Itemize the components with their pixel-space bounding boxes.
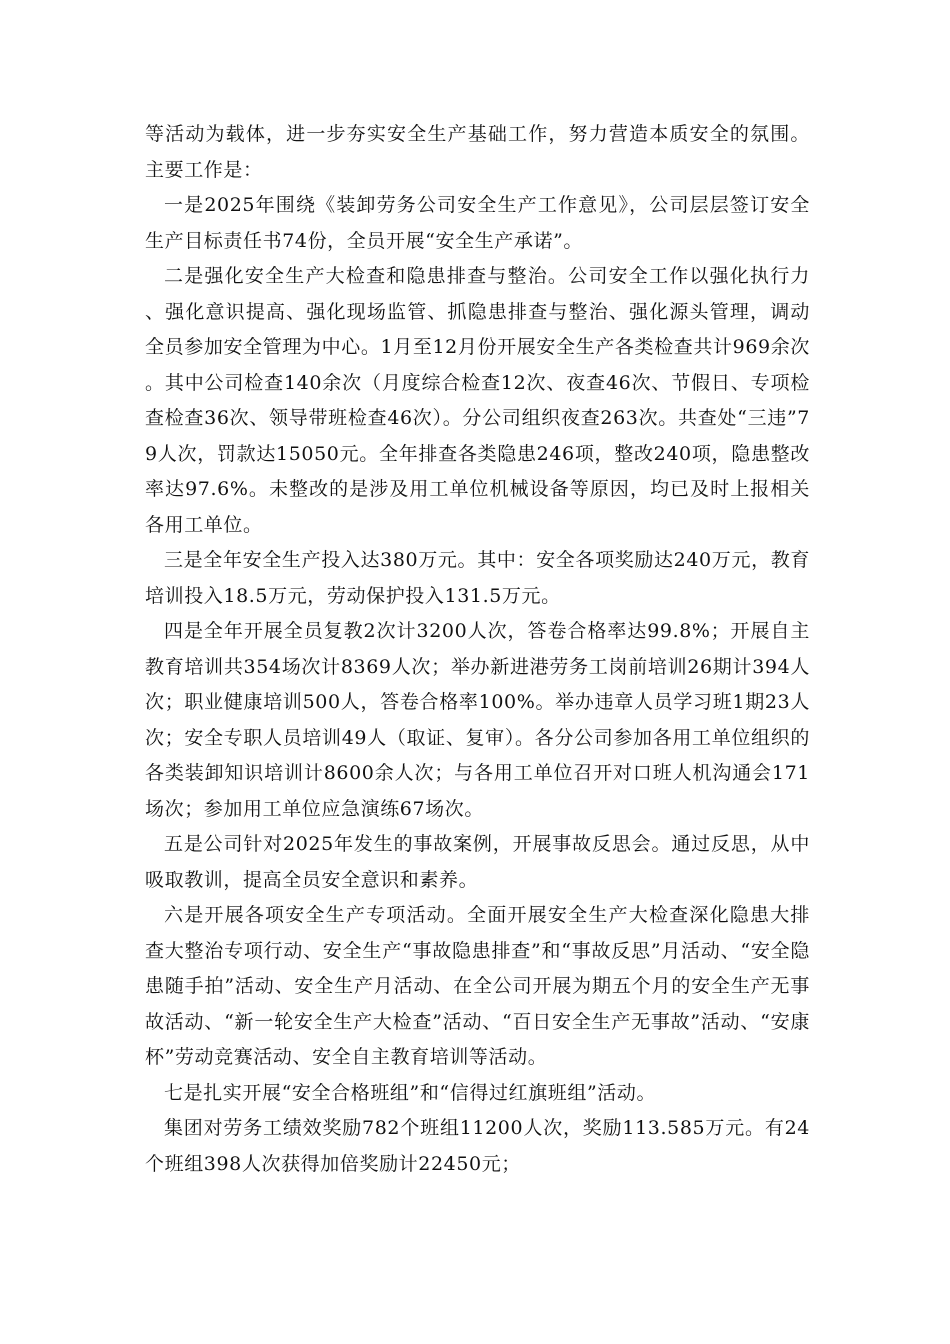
paragraph-item-6: 六是开展各项安全生产专项活动。全面开展安全生产大检查深化隐患大排查大整治专项行动、安全生产“事故隐患排查”和“事故反思”月活动、“安全隐患随手拍”活动、安全生产月活动、在全公司开展为期五个月的安全生产无事故活动、“新一轮安全生产大检查”活动、“百日安全生产无事故”活动、“安康杯”劳动竞赛活动、安全自主教育培训等活动。 (145, 904, 810, 1068)
paragraph-item-1: 一是2025年围绕《装卸劳务公司安全生产工作意见》，公司层层签订安全生产目标责任书74份，全员开展“安全生产承诺”。 (145, 194, 810, 252)
paragraph-group-rewards: 集团对劳务工绩效奖励782个班组11200人次，奖励113.585万元。有24个班组398人次获得加倍奖励计22450元； (145, 1117, 810, 1175)
paragraph-item-7: 七是扎实开展“安全合格班组”和“信得过红旗班组”活动。 (164, 1081, 657, 1104)
document-body (145, 117, 810, 1182)
paragraph-item-4: 四是全年开展全员复教2次计3200人次，答卷合格率达99.8%；开展自主教育培训共354场次计8369人次；举办新进港劳务工岗前培训26期计394人次；职业健康培训500人，答卷合格率100%。举办违章人员学习班1期23人次；安全专职人员培训49人（取证、复审）。各分公司参加各用工单位组织的各类装卸知识培训计8600余人次；与各用工单位召开对口班人机沟通会171场次；参加用工单位应急演练67场次。 (145, 620, 810, 820)
paragraph-item-2: 二是强化安全生产大检查和隐患排查与整治。公司安全工作以强化执行力、强化意识提高、强化现场监管、抓隐患排查与整治、强化源头管理，调动全员参加安全管理为中心。1月至12月份开展安全生产各类检查共计969余次。其中公司检查140余次（月度综合检查12次、夜查46次、节假日、专项检查检查36次、领导带班检查46次）。分公司组织夜查263次。共查处“三违”79人次，罚款达15050元。全年排查各类隐患246项，整改240项，隐患整改率达97.6%。未整改的是涉及用工单位机械设备等原因，均已及时上报相关各用工单位。 (145, 265, 810, 536)
paragraph-item-3: 三是全年安全生产投入达380万元。其中：安全各项奖励达240万元，教育培训投入18.5万元，劳动保护投入131.5万元。 (145, 549, 810, 607)
paragraph-intro-continuation: 等活动为载体，进一步夯实安全生产基础工作，努力营造本质安全的氛围。主要工作是： (145, 123, 810, 181)
paragraph-item-5: 五是公司针对2025年发生的事故案例，开展事故反思会。通过反思，从中吸取教训，提高全员安全意识和素养。 (145, 833, 810, 891)
